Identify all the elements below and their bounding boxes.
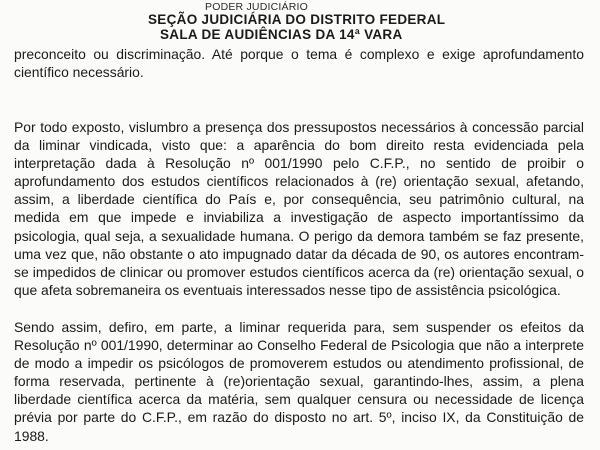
hearing-room: SALA DE AUDIÊNCIAS DA 14ª VARA	[160, 27, 403, 42]
paragraph-3: Sendo assim, defiro, em parte, a liminar requerida para, sem suspender os efeitos da Resolução nº 001/1990, determinar ao Conselho Federal de Psicologia que não a interprete de modo a impedir os psicólogos de promoverem estudos ou atendimento profissional, de forma reservada, pertinente à (re)orientação sexual, garantindo-lhes, assim, a plena liberdade científica acerca da matéria, sem qualquer censura ou necessidade de licença prévia por parte do C.F.P., em razão do disposto no art. 5º, inciso IX, da Constituição de 1988.	[14, 319, 584, 444]
court-name: PODER JUDICIÁRIO	[205, 1, 308, 13]
paragraph-2: Por todo exposto, vislumbro a presença dos pressupostos necessários à concessão parcial da liminar vindicada, visto que: a aparência do bom direito resta evidenciada pela interpretação dada à Resolução nº 001/1990 pelo C.F.P., no sentido de proibir o aprofundamento dos estudos científicos relacionados à (re) orientação sexual, afetando, assim, a liberdade científica do País e, por consequência, seu patrimônio cultural, na medida em que impede e inviabiliza a investigação de aspecto importantíssimo da psicologia, qual seja, a sexualidade humana. O perigo da demora também se faz presente, uma vez que, não obstante o ato impugnado datar da década de 90, os autores encontram-se impedidos de clinicar ou promover estudos científicos acerca da (re) orientação sexual, o que afeta sobremaneira os eventuais interessados nesse tipo de assistência psicológica.	[14, 119, 584, 298]
paragraph-1: preconceito ou discriminação. Até porque o tema é complexo e exige aprofundamento científico necessário.	[14, 46, 584, 81]
judicial-section: SEÇÃO JUDICIÁRIA DO DISTRITO FEDERAL	[148, 12, 446, 27]
